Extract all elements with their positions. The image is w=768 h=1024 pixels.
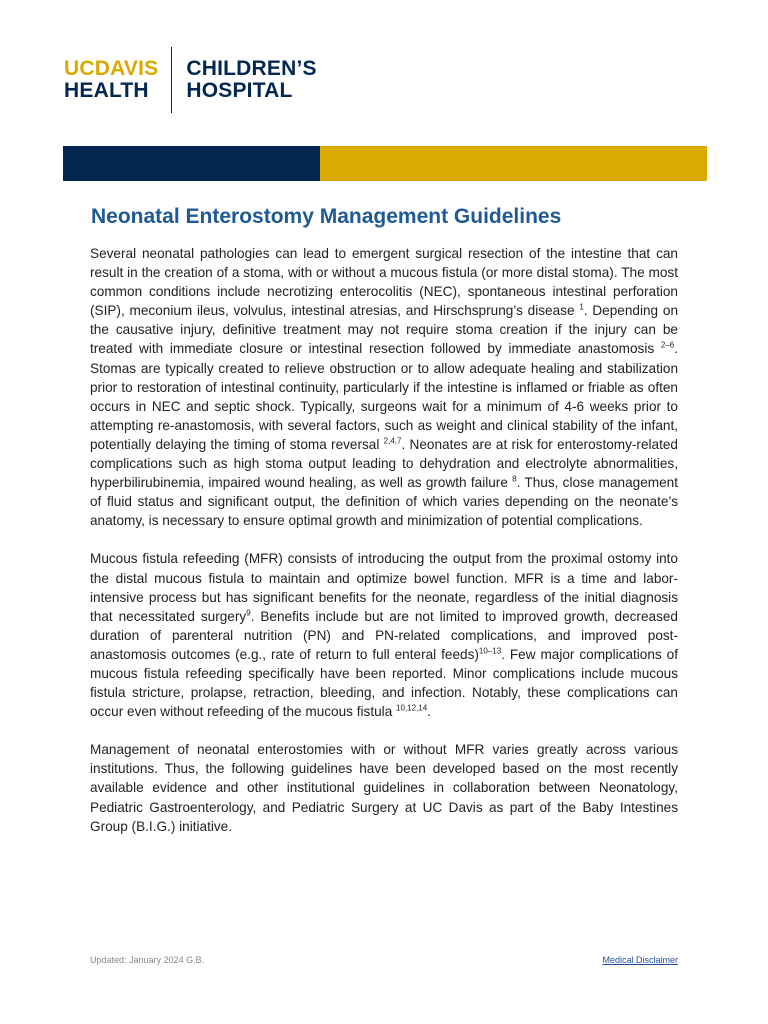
document-body [90, 244, 678, 855]
health-text: HEALTH [64, 79, 149, 102]
document-title: Neonatal Enterostomy Management Guidelines [91, 205, 562, 228]
p2-text-1: Mucous fistula refeeding (MFR) consists of introducing the output from the proximal ostomy into the distal mucous fistula to maintain and optimize bowel function. MFR is a time and labor-intensive process but has significant benefits for the neonate, regardless of the initial diagnosis that necessitated surgery [90, 551, 678, 624]
banner-navy-block [63, 146, 320, 181]
p1-text-5: . Thus, close management of fluid status and significant output, the definition of which varies depending on the neonate’s anatomy, is necessary to ensure optimal growth and minimization of potential complications. [90, 475, 678, 529]
childrens-text: CHILDREN’S [186, 57, 317, 80]
uc-davis-line [64, 58, 158, 80]
p2-text-2: . Benefits include but are not limited to improved growth, decreased duration of parenteral nutrition (PN) and PN-related complications, and improved post-anastomosis outcomes (e.g., rate of return to full enteral feeds) [90, 608, 678, 662]
p1-text-4: . Neonates are at risk for enterostomy-related complications such as high stoma output leading to dehydration and electrolyte abnormalities, hyperbilirubinemia, impaired wound healing, as well as growth failure [90, 436, 678, 491]
citation-ref: 10–13 [478, 646, 502, 656]
childrens-hospital-wordmark [186, 58, 316, 102]
updated-date: Updated: January 2024 G.B. [90, 955, 205, 965]
citation-ref: 1 [579, 302, 584, 312]
citation-ref: 9 [246, 608, 251, 618]
logo-divider [171, 47, 172, 113]
p1-text-3: . Stomas are typically created to relieve obstruction or to allow adequate healing and stabilization prior to restoration of intestinal continuity, particularly if the intestine is inflamed or friable as often occurs in NEC and septic shock. Typically, surgeons wait for a minimum of 4-6 weeks prior to attempting re-anastomosis, with several factors, such as weight and clinical stability of the infant, potentially delaying the timing of stoma reversal [90, 341, 678, 452]
p1-text-2: . Depending on the causative injury, definitive treatment may not require stoma creation if the injury can be treated with immediate closure or intestinal resection followed by immediate anastomosis [90, 303, 678, 357]
paragraph-3: Management of neonatal enterostomies with or without MFR varies greatly across various institutions. Thus, the following guidelines have been developed based on the most recently available evidence and other institutional guidelines in collaboration between Neonatology, Pediatric Gastroenterology, and Pediatric Surgery at UC Davis as part of the Baby Intestines Group (B.I.G.) initiative. [90, 742, 678, 834]
davis-text: DAVIS [94, 57, 159, 80]
citation-ref: 2,4,7 [383, 436, 402, 446]
citation-ref: 10,12,14 [396, 703, 428, 713]
uc-davis-childrens-hospital-logo [64, 47, 317, 113]
uc-text: UC [64, 57, 95, 80]
p1-text-1: Several neonatal pathologies can lead to emergent surgical resection of the intestine that can result in the creation of a stoma, with or without a mucous fistula (or more distal stoma). The most common conditions include necrotizing enterocolitis (NEC), spontaneous intestinal perforation (SIP), meconium ileus, volvulus, intestinal atresias, and Hirschsprung’s disease [90, 246, 678, 319]
citation-ref: 2–6 [660, 340, 675, 350]
citation-ref: 8 [512, 474, 517, 484]
header-color-banner [63, 146, 707, 181]
p2-text-3: . Few major complications of mucous fistula refeeding specifically have been reported. Minor complications include mucous fistula stricture, prolapse, retraction, bleeding, and infection. Notably, these complications can occur even without refeeding of the mucous fistula [90, 646, 678, 720]
paragraph-2 [90, 549, 678, 721]
uc-davis-health-wordmark [64, 58, 158, 102]
banner-gold-block [320, 146, 707, 181]
paragraph-1 [90, 244, 678, 530]
medical-disclaimer-link[interactable]: Medical Disclaimer [602, 955, 678, 965]
p2-text-4: . [427, 704, 431, 720]
hospital-text: HOSPITAL [186, 79, 293, 102]
